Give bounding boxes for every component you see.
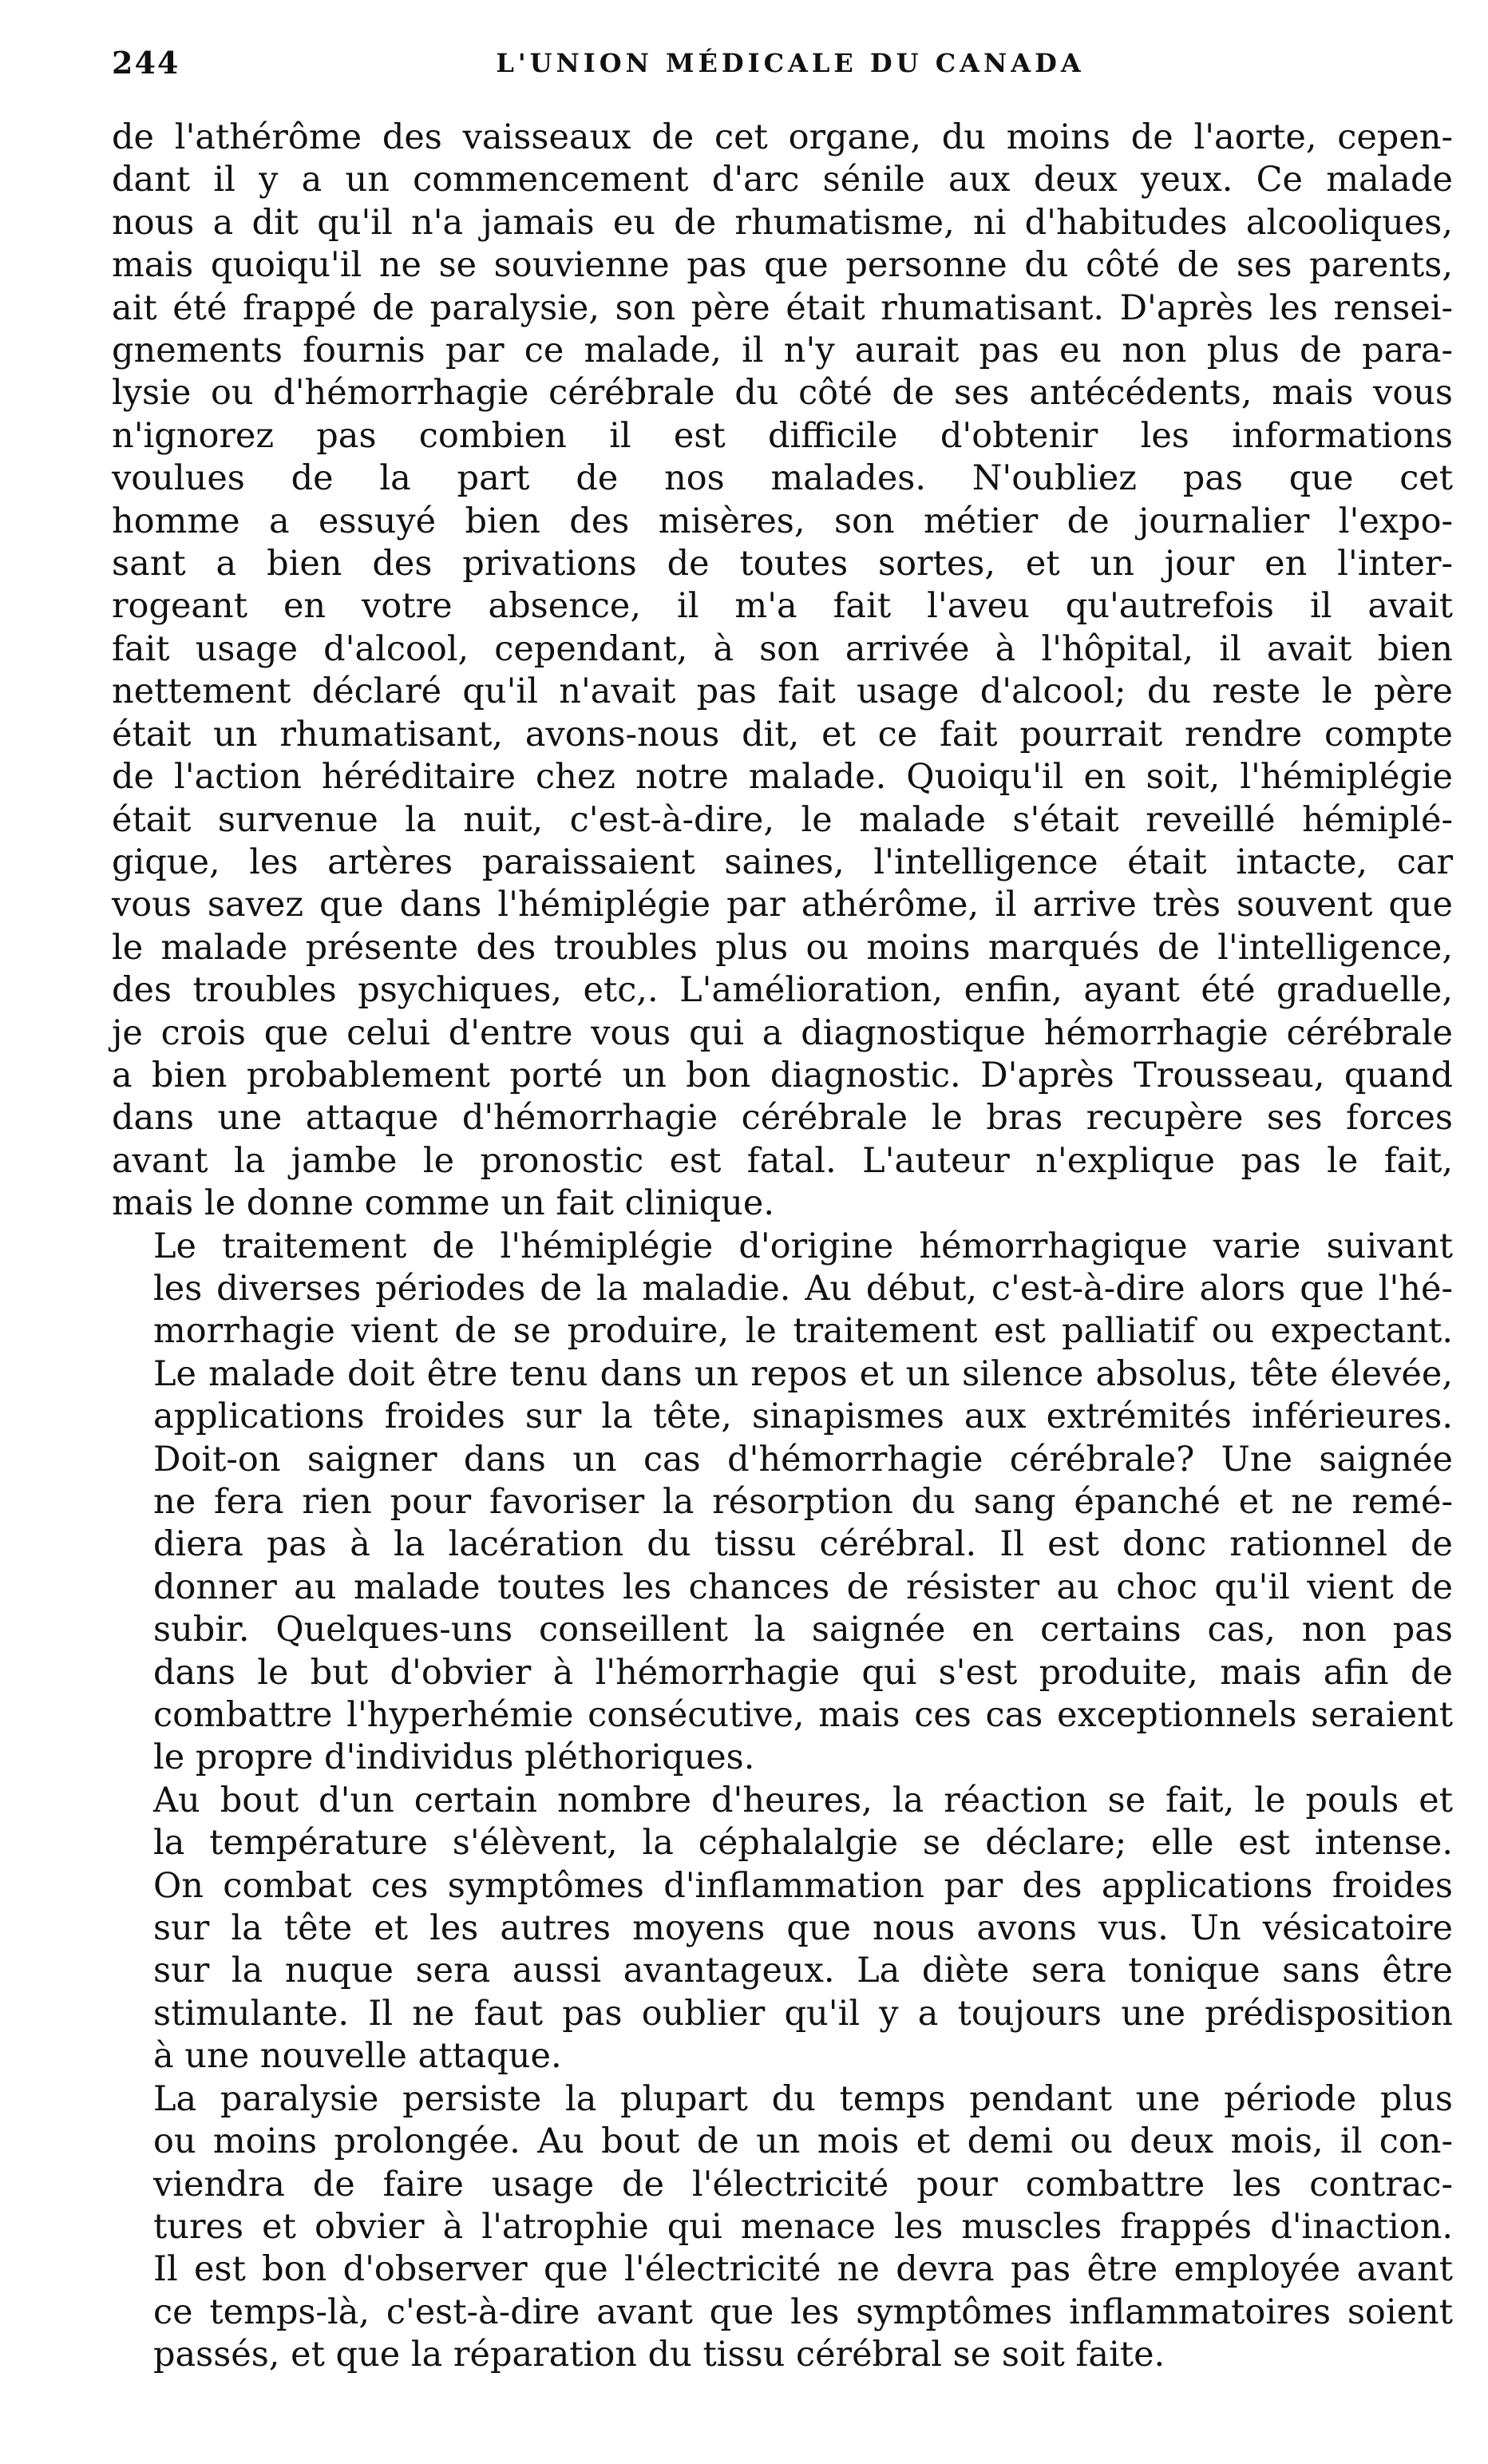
text-line: n'ignorez pas combien il est difficile d'obtenir les informations bbox=[112, 415, 1453, 456]
text-line: mais quoiqu'il ne se souvienne pas que personne du côté de ses parents, bbox=[112, 245, 1453, 286]
text-line: Il est bon d'observer que l'électricité ne devra pas être employée avant bbox=[153, 2249, 1453, 2290]
text-line: nous a dit qu'il n'a jamais eu de rhumatisme, ni d'habitudes alcooliques, bbox=[112, 202, 1453, 243]
text-line: sur la tête et les autres moyens que nous avons vus. Un vésicatoire bbox=[153, 1908, 1453, 1949]
text-line: à une nouvelle attaque. bbox=[153, 2036, 562, 2077]
text-line: je crois que celui d'entre vous qui a diagnostique hémorrhagie cérébrale bbox=[112, 1012, 1453, 1053]
text-line: Le traitement de l'hémiplégie d'origine hémorrhagique varie suivant bbox=[153, 1226, 1453, 1266]
text-line: dans le but d'obvier à l'hémorrhagie qui s'est produite, mais afin de bbox=[153, 1652, 1453, 1693]
paragraph bbox=[112, 1226, 1453, 1780]
text-line: des troubles psychiques, etc,. L'amélioration, enfin, ayant été graduelle, bbox=[112, 970, 1453, 1011]
text-line: ou moins prolongée. Au bout de un mois et demi ou deux mois, il con- bbox=[153, 2121, 1453, 2162]
text-line: le malade présente des troubles plus ou moins marqués de l'intelligence, bbox=[112, 927, 1453, 968]
text-line: viendra de faire usage de l'électricité pour combattre les contrac- bbox=[153, 2164, 1453, 2205]
text-line: sur la nuque sera aussi avantageux. La diète sera tonique sans être bbox=[153, 1951, 1453, 1991]
page-number: 244 bbox=[112, 45, 180, 81]
text-line: était survenue la nuit, c'est-à-dire, le malade s'était reveillé hémiplé- bbox=[112, 799, 1453, 840]
text-line: la température s'élèvent, la céphalalgie se déclare; elle est intense. bbox=[153, 1823, 1453, 1864]
body-text bbox=[112, 117, 1453, 2377]
text-line: lysie ou d'hémorrhagie cérébrale du côté de ses antécédents, mais vous bbox=[112, 373, 1453, 414]
text-line: ce temps-là, c'est-à-dire avant que les symptômes inflammatoires soient bbox=[153, 2292, 1453, 2332]
text-line: applications froides sur la tête, sinapismes aux extrémités inférieures. bbox=[153, 1396, 1453, 1437]
text-line: diera pas à la lacération du tissu cérébral. Il est donc rationnel de bbox=[153, 1524, 1453, 1565]
text-line: Le malade doit être tenu dans un repos et un silence absolus, tête élevée, bbox=[153, 1353, 1453, 1394]
text-line: morrhagie vient de se produire, le traitement est palliatif ou expectant. bbox=[153, 1311, 1453, 1352]
text-line: Doit-on saigner dans un cas d'hémorrhagie cérébrale? Une saignée bbox=[153, 1439, 1453, 1480]
text-line: stimulante. Il ne faut pas oublier qu'il y a toujours une prédisposition bbox=[153, 1993, 1453, 2034]
text-line: gique, les artères paraissaient saines, l'intelligence était intacte, car bbox=[112, 842, 1453, 882]
text-line: gnements fournis par ce malade, il n'y aurait pas eu non plus de para- bbox=[112, 331, 1453, 371]
paragraph bbox=[112, 117, 1453, 1226]
text-line: a bien probablement porté un bon diagnostic. D'après Trousseau, quand bbox=[112, 1055, 1453, 1095]
text-line: rogeant en votre absence, il m'a fait l'aveu qu'autrefois il avait bbox=[112, 586, 1453, 627]
text-line: tures et obvier à l'atrophie qui menace les muscles frappés d'inaction. bbox=[153, 2206, 1453, 2247]
text-line: homme a essuyé bien des misères, son métier de journalier l'expo- bbox=[112, 501, 1453, 541]
text-line: dans une attaque d'hémorrhagie cérébrale le bras recupère ses forces bbox=[112, 1098, 1453, 1139]
text-line: combattre l'hyperhémie consécutive, mais ces cas exceptionnels seraient bbox=[153, 1695, 1453, 1736]
text-line: La paralysie persiste la plupart du temps pendant une période plus bbox=[153, 2078, 1453, 2119]
text-line: de l'athérôme des vaisseaux de cet organe, du moins de l'aorte, cepen- bbox=[112, 117, 1453, 157]
text-line: dant il y a un commencement d'arc sénile aux deux yeux. Ce malade bbox=[112, 160, 1453, 200]
text-line: le propre d'individus pléthoriques. bbox=[153, 1737, 755, 1778]
text-line: On combat ces symptômes d'inflammation par des applications froides bbox=[153, 1865, 1453, 1906]
text-line: fait usage d'alcool, cependant, à son arrivée à l'hôpital, il avait bien bbox=[112, 628, 1453, 669]
text-line: mais le donne comme un fait clinique. bbox=[112, 1183, 774, 1224]
text-line: passés, et que la réparation du tissu cérébral se soit faite. bbox=[153, 2335, 1165, 2375]
text-line: Au bout d'un certain nombre d'heures, la réaction se fait, le pouls et bbox=[153, 1780, 1453, 1820]
text-line: vous savez que dans l'hémiplégie par athérôme, il arrive très souvent que bbox=[112, 885, 1453, 925]
running-title: L'UNION MÉDICALE DU CANADA bbox=[496, 48, 1085, 78]
page-header bbox=[112, 45, 1469, 93]
text-line: les diverses périodes de la maladie. Au début, c'est-à-dire alors que l'hé- bbox=[153, 1268, 1453, 1309]
text-line: avant la jambe le pronostic est fatal. L'auteur n'explique pas le fait, bbox=[112, 1140, 1453, 1181]
paragraph bbox=[112, 1780, 1453, 2078]
text-line: subir. Quelques-uns conseillent la saignée en certains cas, non pas bbox=[153, 1610, 1453, 1650]
text-line: nettement déclaré qu'il n'avait pas fait usage d'alcool; du reste le père bbox=[112, 671, 1453, 712]
text-line: ait été frappé de paralysie, son père était rhumatisant. D'après les rensei- bbox=[112, 287, 1453, 328]
text-line: voulues de la part de nos malades. N'oubliez pas que cet bbox=[112, 458, 1453, 499]
text-line: de l'action héréditaire chez notre malade. Quoiqu'il en soit, l'hémiplégie bbox=[112, 757, 1453, 798]
paragraph bbox=[112, 2078, 1453, 2377]
text-line: ne fera rien pour favoriser la résorption du sang épanché et ne remé- bbox=[153, 1482, 1453, 1522]
text-line: donner au malade toutes les chances de résister au choc qu'il vient de bbox=[153, 1567, 1453, 1607]
text-line: était un rhumatisant, avons-nous dit, et ce fait pourrait rendre compte bbox=[112, 714, 1453, 755]
text-line: sant a bien des privations de toutes sortes, et un jour en l'inter- bbox=[112, 544, 1453, 584]
